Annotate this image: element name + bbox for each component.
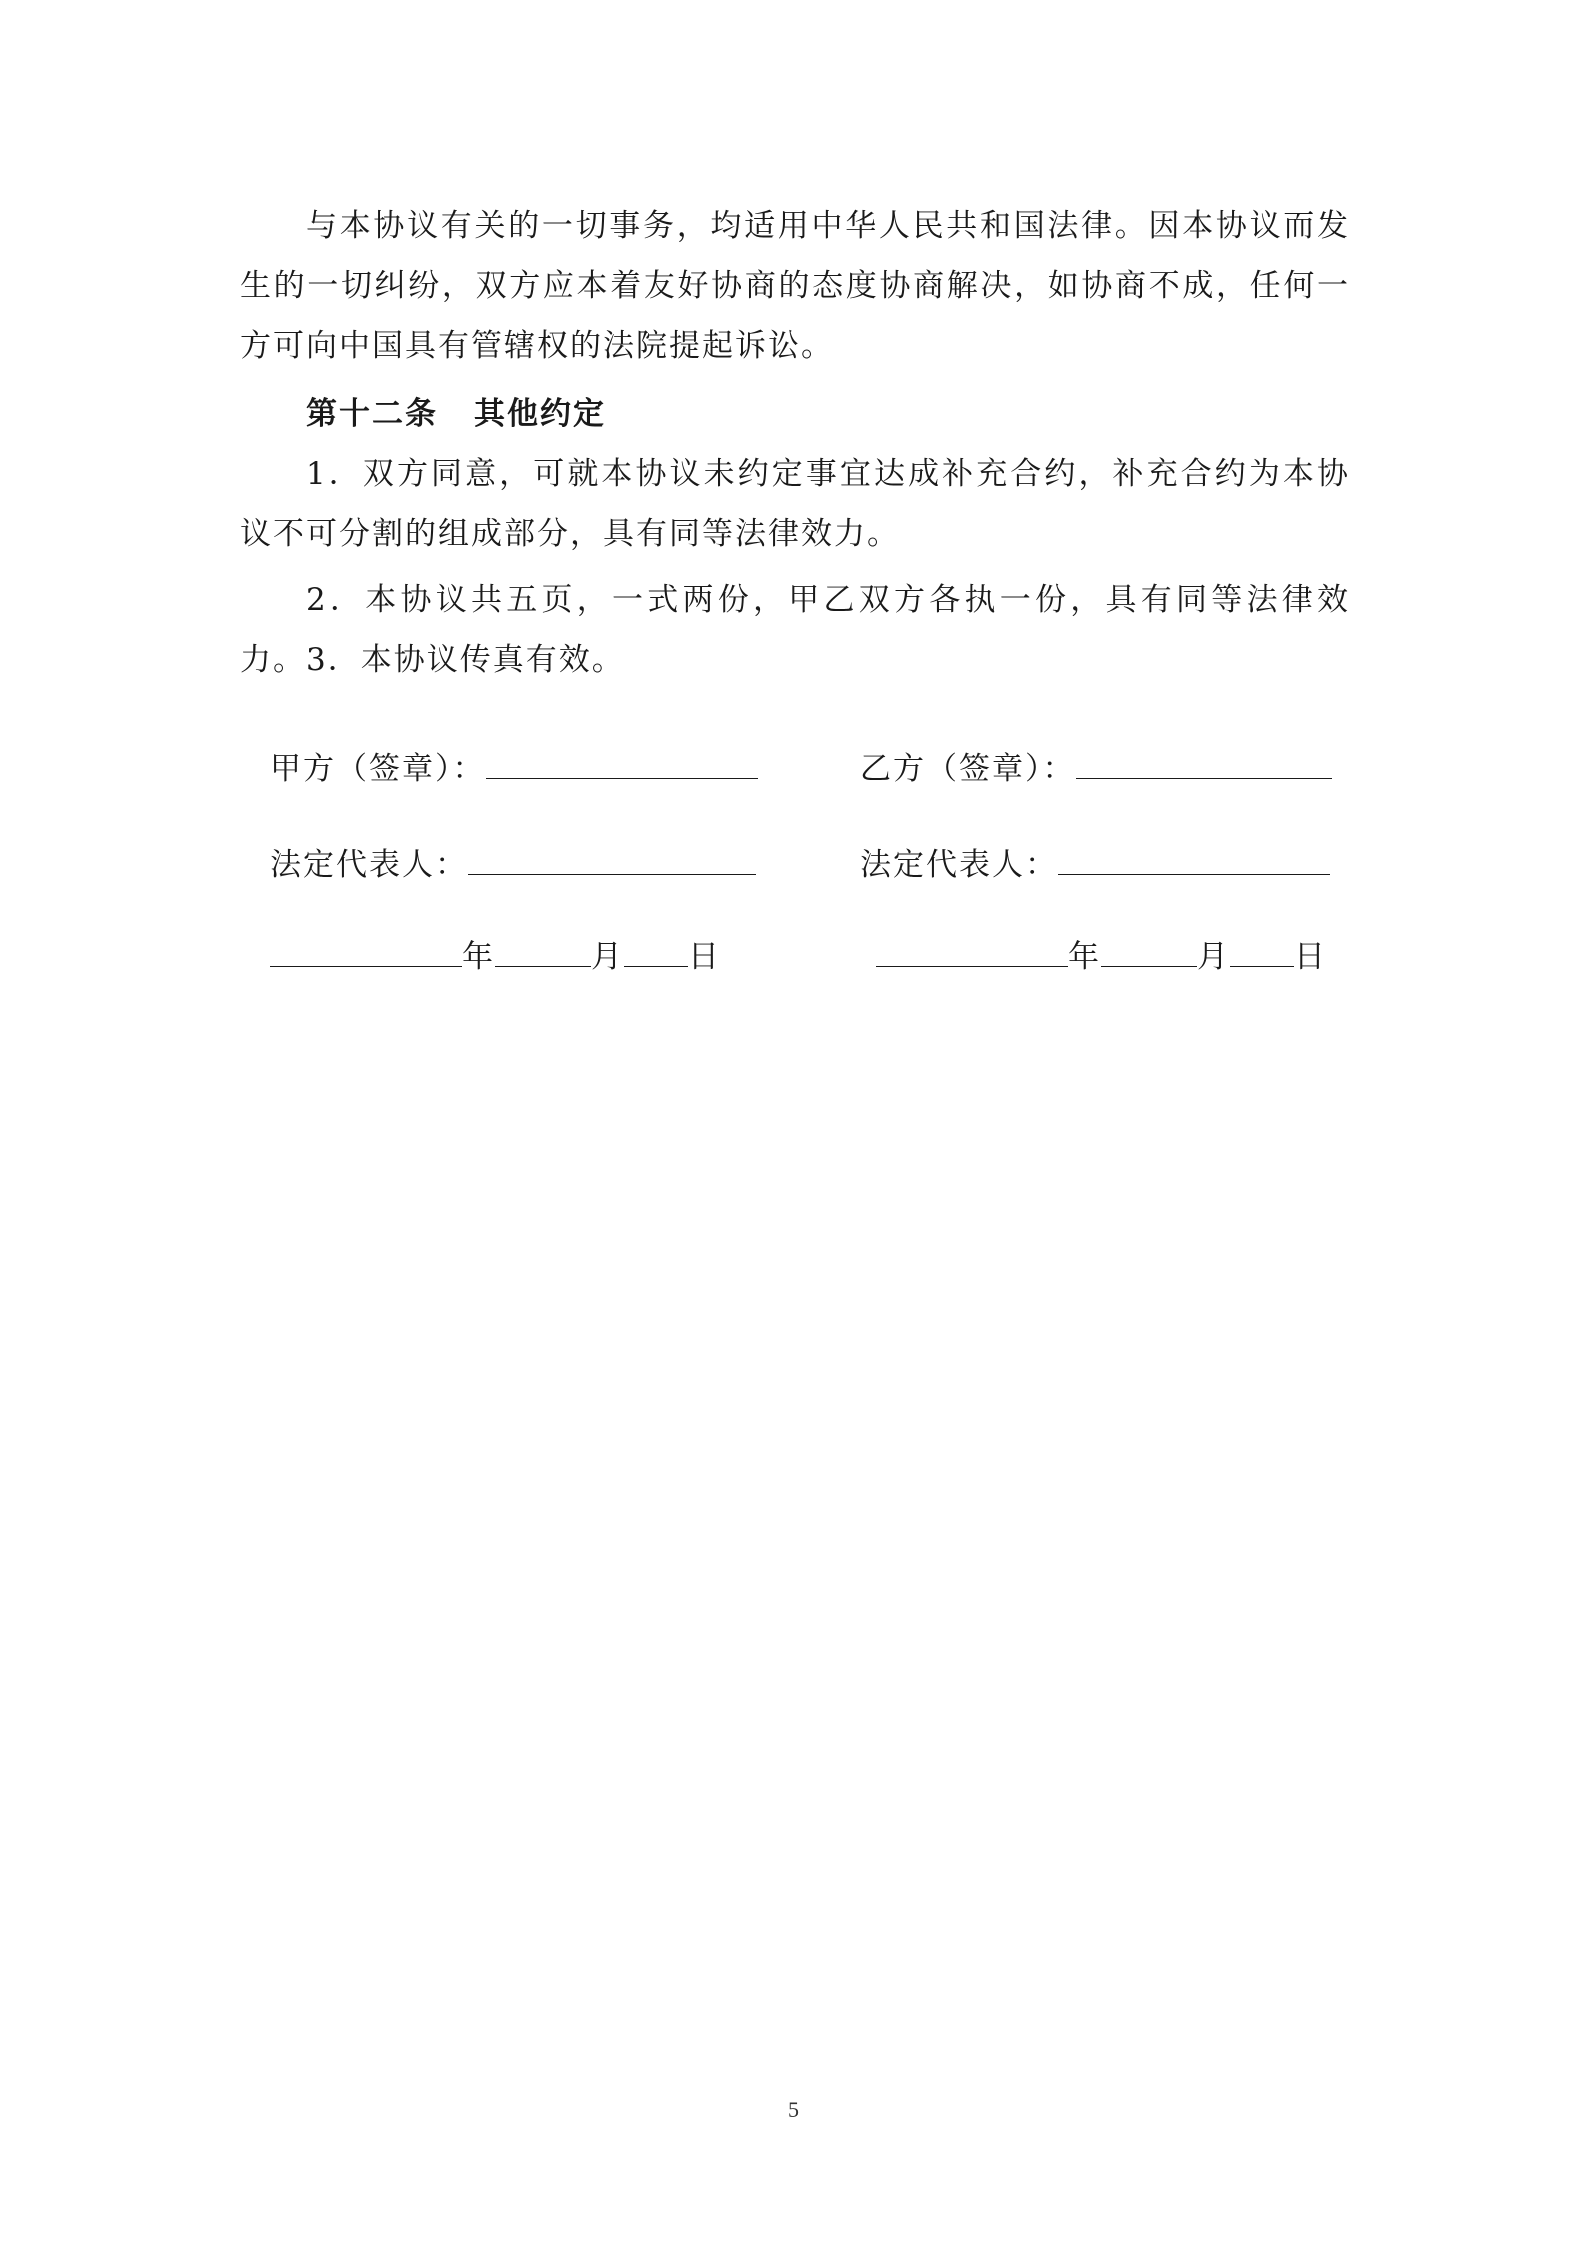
party-a-year-blank[interactable]	[270, 936, 462, 967]
party-a-seal-row	[270, 748, 758, 789]
party-b-date-row	[876, 936, 1327, 977]
party-b-year-label: 年	[1068, 939, 1101, 975]
article-number: 第十二条	[306, 396, 438, 432]
party-b-day-blank[interactable]	[1230, 936, 1294, 967]
article-heading	[306, 384, 606, 444]
party-b-seal-label: 乙方（签章）：	[860, 751, 1076, 787]
party-a-year-label: 年	[462, 939, 495, 975]
party-b-day-label: 日	[1294, 939, 1327, 975]
party-b-rep-label: 法定代表人：	[860, 847, 1058, 883]
party-a-representative-row	[270, 844, 756, 885]
article-title: 其他约定	[474, 396, 606, 432]
party-b-month-label: 月	[1197, 939, 1230, 975]
party-a-month-blank[interactable]	[495, 936, 591, 967]
party-a-rep-label: 法定代表人：	[270, 847, 468, 883]
party-b-rep-blank[interactable]	[1058, 844, 1330, 875]
party-a-date-row	[270, 936, 721, 977]
party-b-seal-blank[interactable]	[1076, 748, 1332, 779]
party-b-representative-row	[860, 844, 1330, 885]
party-a-seal-label: 甲方（签章）：	[270, 751, 486, 787]
party-b-year-blank[interactable]	[876, 936, 1068, 967]
clause-item: 2．本协议共五页，一式两份，甲乙双方各执一份，具有同等法律效力。	[240, 582, 1350, 678]
party-a-day-blank[interactable]	[624, 936, 688, 967]
clause-item: 1．双方同意，可就本协议未约定事宜达成补充合约，补充合约为本协议不可分割的组成部分，具有同等法律效力。	[240, 456, 1350, 552]
party-a-day-label: 日	[688, 939, 721, 975]
governing-law-paragraph: 与本协议有关的一切事务，均适用中华人民共和国法律。因本协议而发生的一切纠纷，双方应本着友好协商的态度协商解决，如协商不成，任何一方可向中国具有管辖权的法院提起诉讼。	[240, 208, 1350, 364]
clause-item: 3．本协议传真有效。	[306, 642, 625, 678]
party-b-seal-row	[860, 748, 1332, 789]
party-a-seal-blank[interactable]	[486, 748, 758, 779]
party-a-month-label: 月	[591, 939, 624, 975]
page-number: 5	[788, 2097, 799, 2122]
party-b-month-blank[interactable]	[1101, 936, 1197, 967]
party-a-rep-blank[interactable]	[468, 844, 756, 875]
